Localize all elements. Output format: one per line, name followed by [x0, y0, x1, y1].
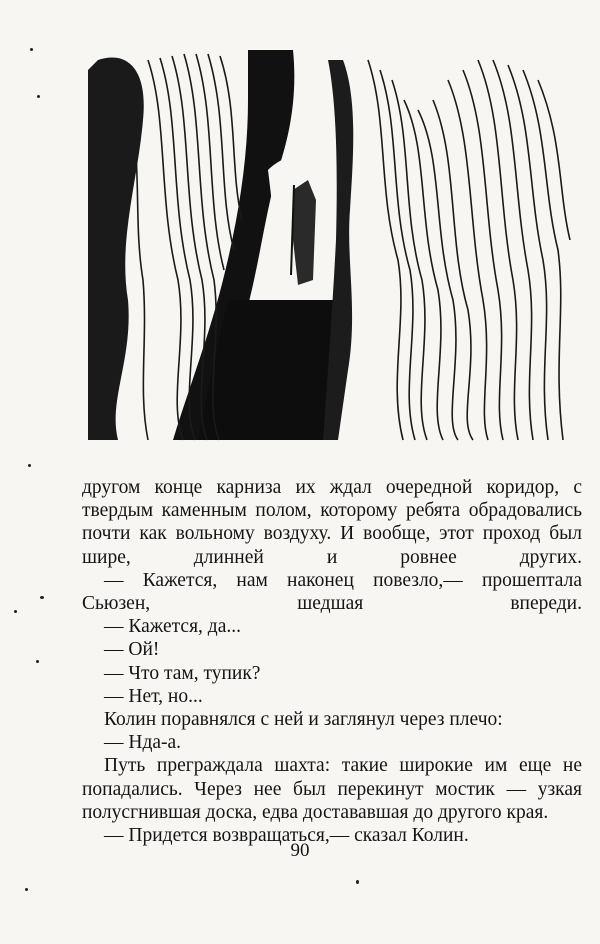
paragraph: Путь преграждала шахта: такие широкие им еще не попадались. Через нее был перекинут мостик — узкая полусгнившая доска, едва достававшая до другого края.	[82, 755, 582, 823]
scan-speck	[14, 610, 17, 613]
scan-speck	[36, 660, 39, 663]
scan-speck	[40, 596, 44, 599]
paragraph: — Ой!	[104, 639, 160, 661]
paragraph: — Кажется, нам наконец повезло,— прошептала Сьюзен, шедшая впереди.	[82, 569, 582, 615]
scan-speck	[28, 464, 31, 467]
paragraph: — Придется возвращаться,— сказал Колин.	[104, 825, 469, 847]
paragraph: — Нет, но...	[104, 685, 203, 707]
scan-speck	[356, 880, 359, 884]
paragraph: Колин поравнялся с ней и заглянул через плечо:	[104, 709, 503, 731]
paragraph: — Кажется, да...	[104, 616, 241, 638]
paragraph: — Нда-а.	[104, 732, 182, 754]
paragraph: — Что там, тупик?	[104, 662, 261, 684]
scan-speck	[25, 888, 28, 891]
scan-speck	[37, 95, 40, 98]
page-number: 90	[290, 840, 310, 861]
cave-passage-drawing-icon	[88, 40, 578, 445]
paragraph: другом конце карниза их ждал очередной коридор, с твердым каменным полом, которому ребята обрадовались почти как вольному воздуху. И вообще, этот проход был шире, длинней и ровнее других.	[82, 477, 582, 568]
body-text	[82, 476, 582, 847]
scan-speck	[30, 48, 33, 51]
illustration	[88, 40, 578, 445]
